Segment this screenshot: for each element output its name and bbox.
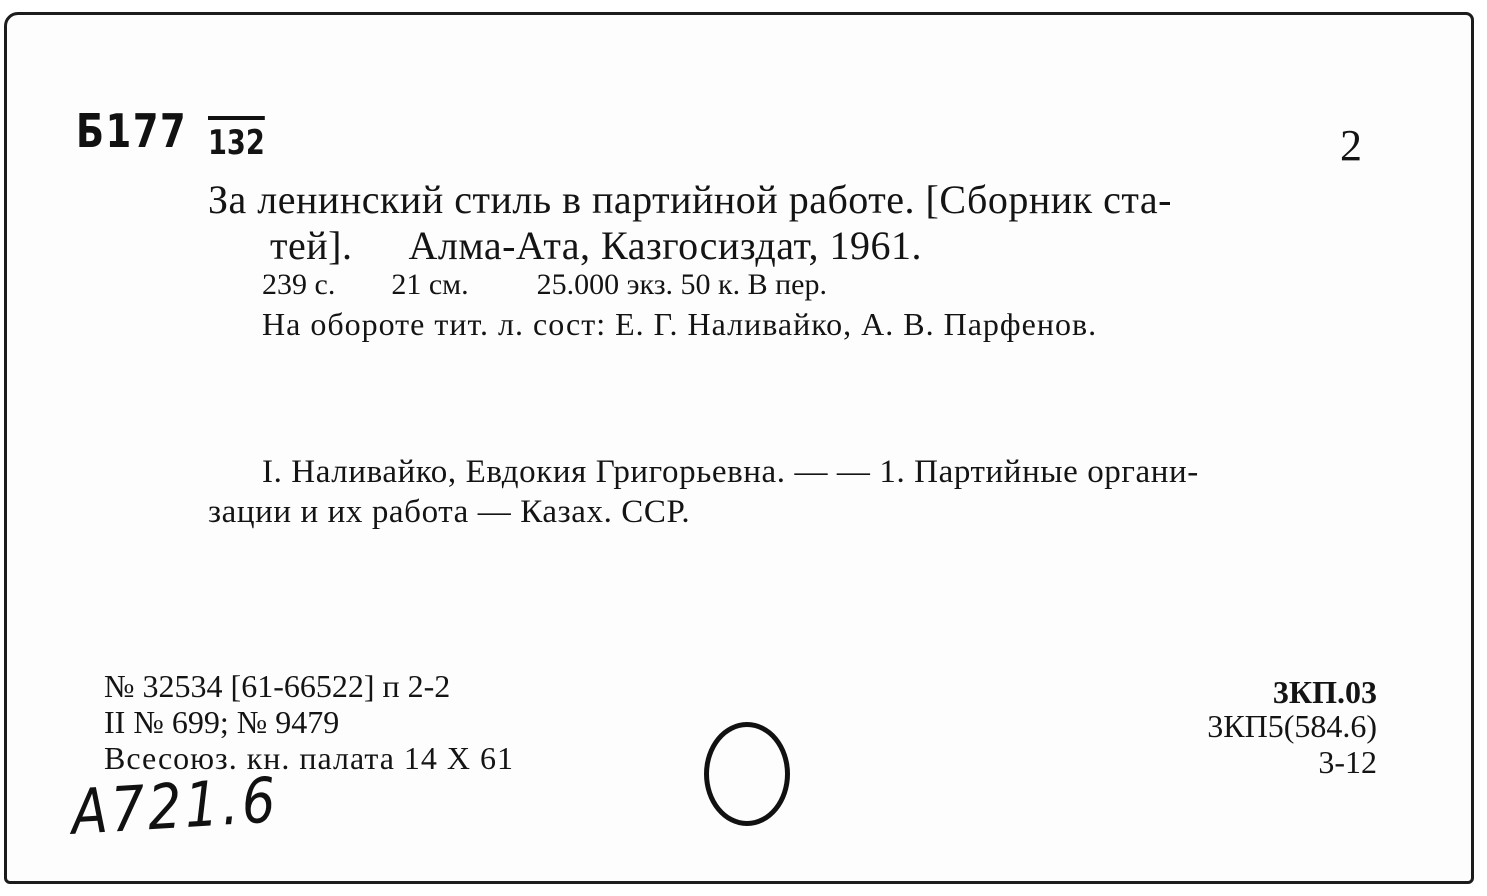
size: 21 см. <box>391 268 469 301</box>
classification-1: 3КП.03 <box>1272 674 1377 710</box>
collation-line <box>262 268 827 302</box>
card-hole <box>704 722 790 826</box>
price: 25.000 экз. 50 к. В пер. <box>536 268 828 301</box>
shelf-mark: Б177 <box>76 104 188 158</box>
inventory-mark: А721.6 <box>70 763 281 849</box>
imprint-line-1: № 32534 [61-66522] п 2-2 <box>104 668 451 704</box>
tracing-line-1: I. Наливайко, Евдокия Григорьевна. — — 1. Партийные органи- <box>262 454 1199 490</box>
publication-info: Алма-Ата, Казгосиздат, 1961. <box>408 223 922 268</box>
card-number: 2 <box>1340 121 1362 170</box>
shelf-mark-sub: 132 <box>208 116 265 160</box>
title-line-2 <box>270 222 922 269</box>
tracing-line-2: зации и их работа — Казах. ССР. <box>208 494 691 530</box>
classification-3: 3-12 <box>1318 744 1377 780</box>
title-line-2-a: тей]. <box>270 223 353 268</box>
classification-2: 3КП5(584.6) <box>1207 708 1377 744</box>
pages: 239 с. <box>262 268 336 301</box>
imprint-line-2: II № 699; № 9479 <box>104 704 340 740</box>
note-line: На обороте тит. л. сост: Е. Г. Наливайко, А. В. Парфенов. <box>262 306 1098 342</box>
imprint-line-3: Всесоюз. кн. палата 14 X 61 <box>104 740 514 776</box>
title-line-1: За ленинский стиль в партийной работе. [Сборник ста- <box>208 177 1172 222</box>
